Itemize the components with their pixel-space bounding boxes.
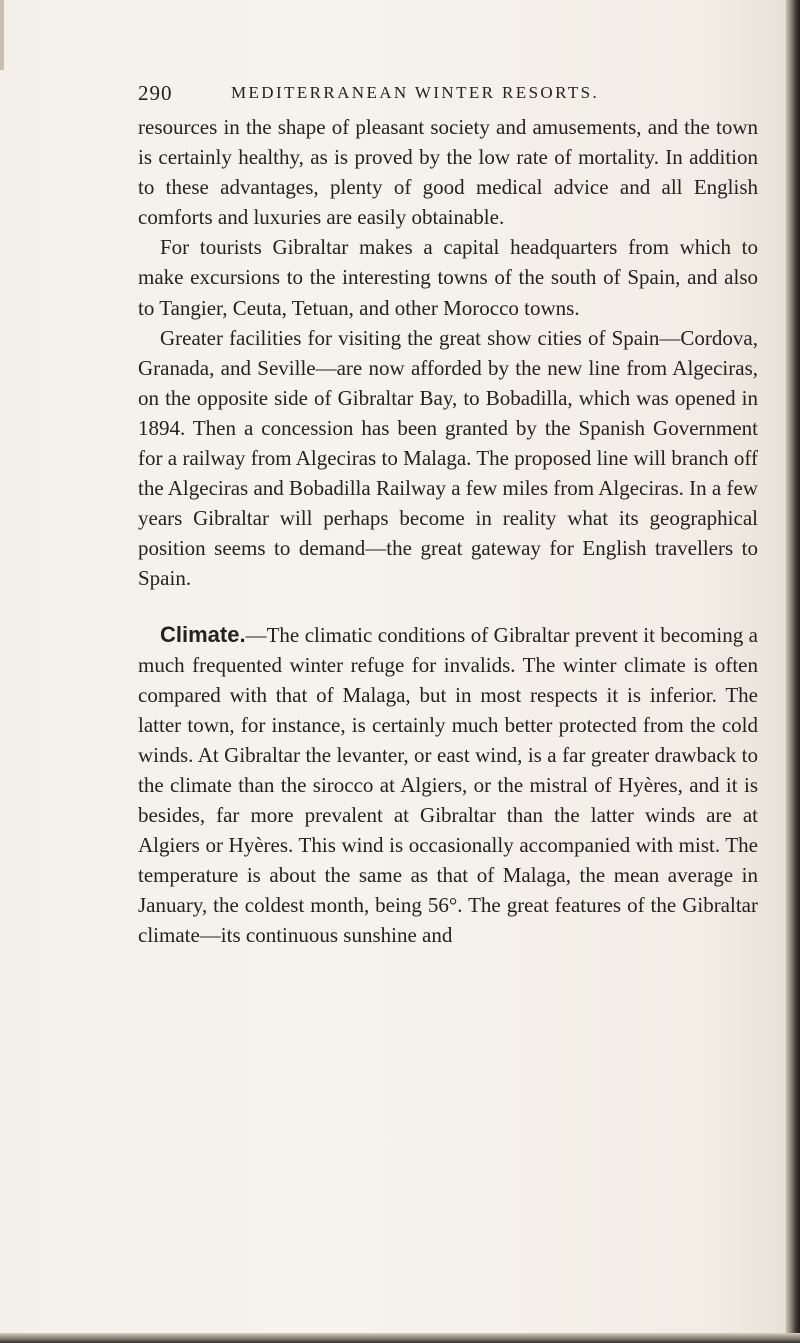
page-left-edge xyxy=(0,0,4,70)
paragraph-2: For tourists Gibraltar makes a capital headquarters from which to make excursions to the interesting towns of the south of Spain, and also to Tangier, Ceuta, Tetuan, and other Morocco towns. xyxy=(138,235,758,320)
paragraph-3: Greater facilities for visiting the great show cities of Spain—Cordova, Granada, and Seville—are now afforded by the new line from Algeciras, on the opposite side of Gibraltar Bay, to Bobadilla, which was opened in 1894. Then a concession has been granted by the Spanish Government for a railway from Algeciras to Malaga. The proposed line will branch off the Algeciras and Bobadilla Railway a few miles from Algeciras. In a few years Gibraltar will perhaps become in reality what its geographical position seems to demand—the great gateway for English travellers to Spain. xyxy=(138,325,758,591)
running-title: MEDITERRANEAN WINTER RESORTS. xyxy=(231,83,600,102)
section-heading-climate: Climate. xyxy=(160,621,246,647)
page-binding-shadow xyxy=(786,0,800,1343)
page-number: 290 xyxy=(138,81,173,105)
paragraph-climate xyxy=(138,620,758,951)
page-bottom-edge xyxy=(0,1333,800,1343)
paragraph-1: resources in the shape of pleasant society and amusements, and the town is certainly healthy, as is proved by the low rate of mortality. In addition to these advantages, plenty of good medical advice and all English comforts and luxuries are easily obtainable. xyxy=(138,115,758,230)
body-text xyxy=(138,112,758,951)
running-head xyxy=(138,78,758,108)
climate-text: —The climatic conditions of Gibraltar prevent it becoming a much frequented winter refuge for invalids. The winter climate is often compared with that of Malaga, but in most respects it is inferior. The latter town, for instance, is certainly much better protected from the cold winds. At Gibraltar the levanter, or east wind, is a far greater drawback to the climate than the sirocco at Algiers, or the mistral of Hyères, and it is besides, far more prevalent at Gibraltar than the latter winds are at Algiers or Hyères. This wind is occasionally accompanied with mist. The temperature is about the same as that of Malaga, the mean average in January, the coldest month, being 56°. The great features of the Gibraltar climate—its continuous sunshine and xyxy=(138,622,758,948)
